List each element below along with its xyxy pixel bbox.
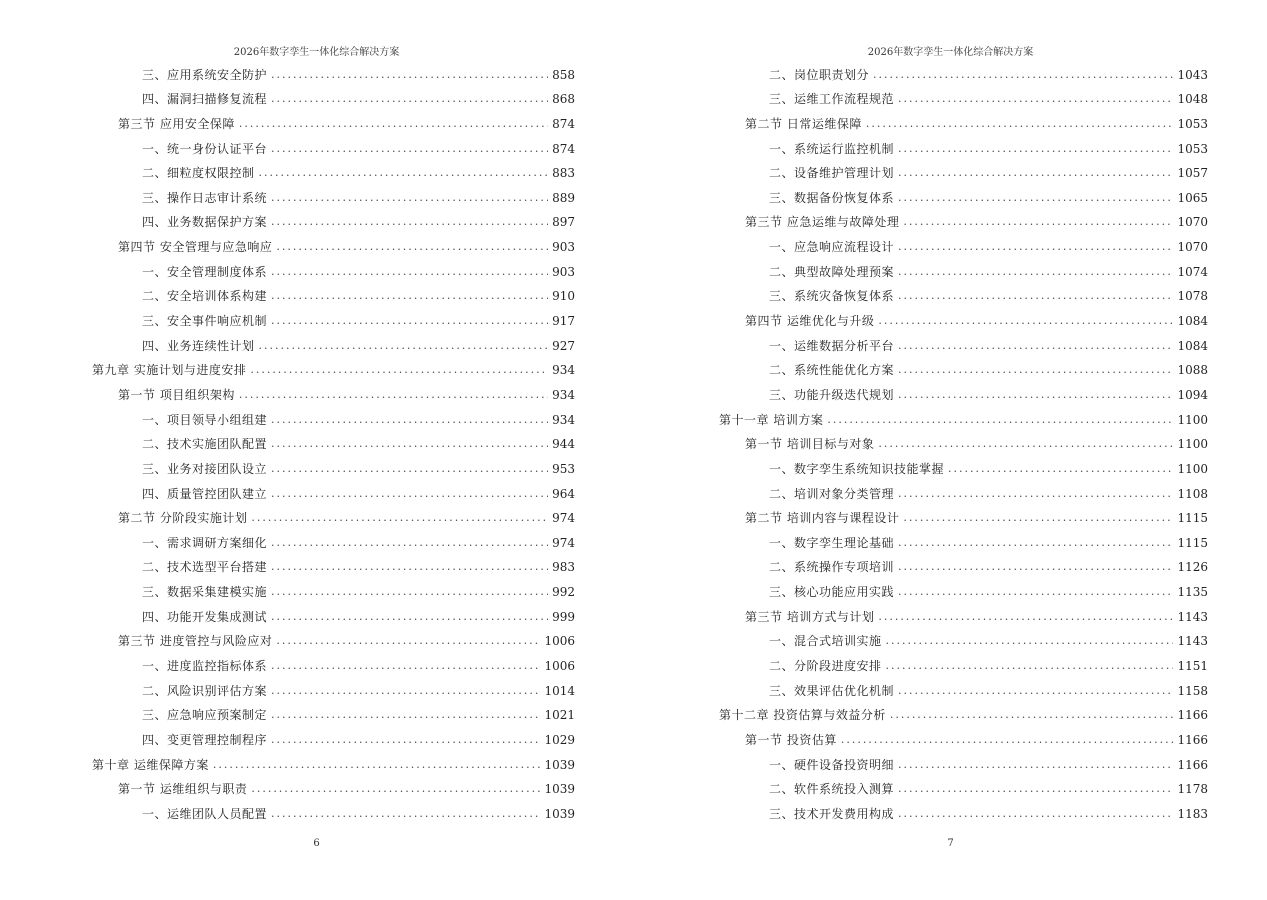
dot-leader <box>250 358 548 382</box>
toc-entry-page: 1100 <box>1177 412 1208 427</box>
toc-entry-title: 三、系统灾备恢复体系 <box>769 289 895 304</box>
toc-entry-page: 889 <box>552 190 575 205</box>
dot-leader <box>271 482 548 506</box>
dot-leader <box>890 703 1174 727</box>
toc-entry[interactable] <box>719 727 1208 752</box>
dot-leader <box>898 358 1173 382</box>
toc-entry-title: 三、应用系统安全防护 <box>142 67 268 82</box>
toc-entry-page: 1070 <box>1177 215 1208 230</box>
dot-leader <box>271 457 548 481</box>
toc-entry-page: 934 <box>552 363 575 378</box>
toc-entry-page: 1074 <box>1177 264 1208 279</box>
toc-entry-page: 1065 <box>1177 190 1208 205</box>
toc-entry-title: 二、风险识别评估方案 <box>142 683 268 698</box>
dot-leader <box>903 506 1173 530</box>
dot-leader <box>271 432 548 456</box>
toc-entry-title: 四、变更管理控制程序 <box>142 732 268 747</box>
dot-leader <box>898 482 1173 506</box>
toc-entry-page: 1006 <box>544 634 575 649</box>
toc-entry-title: 第十章 运维保障方案 <box>92 757 209 772</box>
dot-leader <box>898 284 1173 308</box>
toc-entry-title: 二、技术实施团队配置 <box>142 437 268 452</box>
toc-entry[interactable] <box>92 87 575 112</box>
toc-entry-page: 903 <box>552 240 575 255</box>
toc-entry[interactable] <box>92 456 575 481</box>
toc-entry-page: 1029 <box>544 732 575 747</box>
dot-leader <box>898 161 1173 185</box>
dot-leader <box>271 605 548 629</box>
toc-entry-title: 第一节 培训目标与对象 <box>745 437 875 452</box>
toc-entry-page: 1166 <box>1177 708 1208 723</box>
toc-entry[interactable] <box>92 62 575 87</box>
toc-entry-title: 一、安全管理制度体系 <box>142 264 268 279</box>
dot-leader <box>271 408 548 432</box>
dot-leader <box>213 753 541 777</box>
toc-entry-page: 1084 <box>1177 338 1208 353</box>
toc-entry[interactable] <box>92 703 575 728</box>
dot-leader <box>873 63 1173 87</box>
dot-leader <box>866 112 1174 136</box>
dot-leader <box>271 531 548 555</box>
toc-entry[interactable] <box>92 382 575 407</box>
toc-entry-title: 一、运维团队人员配置 <box>142 806 268 821</box>
table-of-contents <box>92 62 575 826</box>
toc-entry[interactable] <box>92 481 575 506</box>
toc-entry-page: 1021 <box>544 708 575 723</box>
toc-entry[interactable] <box>719 161 1208 186</box>
toc-entry-title: 三、操作日志审计系统 <box>142 190 268 205</box>
toc-entry[interactable] <box>92 629 575 654</box>
toc-entry-title: 一、项目领导小组组建 <box>142 412 268 427</box>
toc-entry-page: 897 <box>552 215 575 230</box>
page-header: 2026年数字孪生一体化综合解决方案 <box>233 47 400 58</box>
toc-entry-title: 三、核心功能应用实践 <box>769 585 895 600</box>
toc-entry[interactable] <box>92 432 575 457</box>
toc-entry[interactable] <box>719 407 1208 432</box>
toc-entry-page: 1048 <box>1177 92 1208 107</box>
toc-entry-title: 四、质量管控团队建立 <box>142 486 268 501</box>
dot-leader <box>898 777 1173 801</box>
toc-entry-page: 1143 <box>1177 609 1208 624</box>
toc-entry-title: 一、运维数据分析平台 <box>769 338 895 353</box>
dot-leader <box>898 87 1173 111</box>
toc-entry-title: 第一节 运维组织与职责 <box>118 782 248 797</box>
dot-leader <box>271 679 540 703</box>
toc-entry[interactable] <box>719 555 1208 580</box>
toc-entry-title: 二、系统性能优化方案 <box>769 363 895 378</box>
table-of-contents <box>719 62 1208 826</box>
toc-entry-page: 903 <box>552 264 575 279</box>
toc-entry-page: 1143 <box>1177 634 1208 649</box>
toc-entry[interactable] <box>719 111 1208 136</box>
dot-leader <box>898 802 1173 826</box>
dot-leader <box>271 210 548 234</box>
toc-entry-title: 四、漏洞扫描修复流程 <box>142 92 268 107</box>
toc-entry-title: 一、混合式培训实施 <box>769 634 882 649</box>
toc-entry-title: 三、业务对接团队设立 <box>142 461 268 476</box>
toc-entry-page: 1088 <box>1177 363 1208 378</box>
dot-leader <box>271 802 540 826</box>
toc-entry-title: 三、运维工作流程规范 <box>769 92 895 107</box>
toc-entry[interactable] <box>92 284 575 309</box>
toc-entry-title: 一、进度监控指标体系 <box>142 659 268 674</box>
toc-entry[interactable] <box>92 308 575 333</box>
toc-entry[interactable] <box>719 801 1208 826</box>
toc-entry[interactable] <box>719 703 1208 728</box>
toc-entry-title: 二、典型故障处理预案 <box>769 264 895 279</box>
toc-entry-title: 三、技术开发费用构成 <box>769 806 895 821</box>
toc-entry[interactable] <box>92 407 575 432</box>
dot-leader <box>271 728 540 752</box>
toc-entry[interactable] <box>92 777 575 802</box>
toc-entry-page: 868 <box>552 92 575 107</box>
dot-leader <box>886 629 1174 653</box>
toc-entry-page: 983 <box>552 560 575 575</box>
toc-entry[interactable] <box>92 752 575 777</box>
dot-leader <box>271 654 540 678</box>
toc-entry-title: 三、数据备份恢复体系 <box>769 190 895 205</box>
toc-entry-page: 974 <box>552 535 575 550</box>
dot-leader <box>271 580 548 604</box>
dot-leader <box>878 309 1173 333</box>
toc-entry-page: 874 <box>552 141 575 156</box>
toc-entry-title: 第三节 应用安全保障 <box>118 116 235 131</box>
dot-leader <box>271 555 548 579</box>
toc-entry-page: 1183 <box>1177 806 1208 821</box>
toc-entry-title: 二、设备维护管理计划 <box>769 166 895 181</box>
dot-leader <box>878 432 1173 456</box>
toc-entry[interactable] <box>719 333 1208 358</box>
toc-entry-title: 二、系统操作专项培训 <box>769 560 895 575</box>
toc-entry-title: 一、数字孪生系统知识技能掌握 <box>769 461 945 476</box>
toc-entry[interactable] <box>719 210 1208 235</box>
toc-entry-page: 1158 <box>1177 683 1208 698</box>
toc-entry[interactable] <box>719 579 1208 604</box>
toc-entry-page: 1043 <box>1177 67 1208 82</box>
toc-entry-title: 第二节 分阶段实施计划 <box>118 511 248 526</box>
toc-entry-title: 第三节 进度管控与风险应对 <box>118 634 273 649</box>
toc-entry[interactable] <box>92 604 575 629</box>
toc-entry-page: 1070 <box>1177 240 1208 255</box>
dot-leader <box>841 728 1174 752</box>
toc-entry-title: 一、数字孪生理论基础 <box>769 535 895 550</box>
toc-entry-title: 二、岗位职责划分 <box>769 67 870 82</box>
toc-entry-title: 二、分阶段进度安排 <box>769 659 882 674</box>
toc-entry[interactable] <box>719 530 1208 555</box>
toc-entry[interactable] <box>719 432 1208 457</box>
toc-entry-title: 三、应急响应预案制定 <box>142 708 268 723</box>
toc-entry-title: 一、需求调研方案细化 <box>142 535 268 550</box>
toc-entry[interactable] <box>92 259 575 284</box>
dot-leader <box>898 137 1173 161</box>
toc-entry-title: 第四节 安全管理与应急响应 <box>118 240 273 255</box>
toc-entry-page: 883 <box>552 166 575 181</box>
toc-entry-title: 三、安全事件响应机制 <box>142 314 268 329</box>
dot-leader <box>271 284 548 308</box>
toc-entry-page: 1084 <box>1177 314 1208 329</box>
dot-leader <box>878 605 1173 629</box>
dot-leader <box>898 260 1173 284</box>
toc-entry-page: 917 <box>552 314 575 329</box>
toc-entry-page: 1115 <box>1177 535 1208 550</box>
toc-entry[interactable] <box>719 62 1208 87</box>
dot-leader <box>271 63 548 87</box>
toc-entry-title: 一、应急响应流程设计 <box>769 240 895 255</box>
toc-entry-page: 874 <box>552 116 575 131</box>
dot-leader <box>271 137 548 161</box>
dot-leader <box>271 309 548 333</box>
toc-entry-title: 第二节 日常运维保障 <box>745 116 862 131</box>
toc-entry-title: 四、功能开发集成测试 <box>142 609 268 624</box>
toc-entry-page: 934 <box>552 387 575 402</box>
toc-entry[interactable] <box>719 136 1208 161</box>
toc-entry[interactable] <box>719 777 1208 802</box>
toc-entry[interactable] <box>92 358 575 383</box>
toc-entry-page: 910 <box>552 289 575 304</box>
toc-entry-title: 第二节 培训内容与课程设计 <box>745 511 900 526</box>
toc-entry-page: 999 <box>552 609 575 624</box>
toc-entry[interactable] <box>719 308 1208 333</box>
toc-entry-page: 1178 <box>1177 782 1208 797</box>
toc-entry-page: 1100 <box>1177 437 1208 452</box>
toc-entry[interactable] <box>92 555 575 580</box>
dot-leader <box>827 408 1173 432</box>
toc-entry-title: 第九章 实施计划与进度安排 <box>92 363 247 378</box>
toc-entry-title: 二、安全培训体系构建 <box>142 289 268 304</box>
toc-entry[interactable] <box>92 506 575 531</box>
dot-leader <box>898 753 1173 777</box>
toc-entry-title: 二、软件系统投入测算 <box>769 782 895 797</box>
toc-entry[interactable] <box>92 579 575 604</box>
dot-leader <box>903 210 1173 234</box>
dot-leader <box>271 186 548 210</box>
dot-leader <box>259 334 549 358</box>
toc-entry-page: 934 <box>552 412 575 427</box>
dot-leader <box>259 161 549 185</box>
toc-entry[interactable] <box>719 259 1208 284</box>
toc-entry-page: 1039 <box>544 806 575 821</box>
toc-entry[interactable] <box>719 382 1208 407</box>
dot-leader <box>276 629 540 653</box>
toc-entry-page: 1166 <box>1177 732 1208 747</box>
toc-entry[interactable] <box>719 653 1208 678</box>
toc-entry-title: 第一节 投资估算 <box>745 732 837 747</box>
toc-entry-title: 一、硬件设备投资明细 <box>769 757 895 772</box>
toc-entry-page: 858 <box>552 67 575 82</box>
toc-entry-page: 1135 <box>1177 585 1208 600</box>
toc-entry[interactable] <box>92 678 575 703</box>
page-number: 7 <box>947 838 954 849</box>
toc-entry-page: 1166 <box>1177 757 1208 772</box>
toc-entry-page: 964 <box>552 486 575 501</box>
toc-entry-title: 第十二章 投资估算与效益分析 <box>719 708 886 723</box>
dot-leader <box>239 112 548 136</box>
toc-entry-title: 第三节 应急运维与故障处理 <box>745 215 900 230</box>
toc-entry[interactable] <box>92 333 575 358</box>
toc-entry-page: 1053 <box>1177 116 1208 131</box>
toc-entry[interactable] <box>92 210 575 235</box>
toc-entry[interactable] <box>719 506 1208 531</box>
toc-entry-title: 二、细粒度权限控制 <box>142 166 255 181</box>
dot-leader <box>276 235 548 259</box>
page-header: 2026年数字孪生一体化综合解决方案 <box>867 47 1034 58</box>
toc-entry[interactable] <box>92 111 575 136</box>
toc-entry-page: 1039 <box>544 782 575 797</box>
toc-entry-page: 1014 <box>544 683 575 698</box>
toc-entry-page: 992 <box>552 585 575 600</box>
toc-entry-title: 一、统一身份认证平台 <box>142 141 268 156</box>
toc-entry[interactable] <box>92 136 575 161</box>
toc-entry-title: 三、效果评估优化机制 <box>769 683 895 698</box>
toc-entry[interactable] <box>719 358 1208 383</box>
toc-entry[interactable] <box>92 234 575 259</box>
dot-leader <box>239 383 548 407</box>
dot-leader <box>886 654 1174 678</box>
toc-entry-title: 二、技术选型平台搭建 <box>142 560 268 575</box>
toc-entry[interactable] <box>92 161 575 186</box>
dot-leader <box>251 506 548 530</box>
toc-entry-page: 953 <box>552 461 575 476</box>
toc-entry-page: 1151 <box>1177 659 1208 674</box>
toc-entry[interactable] <box>719 284 1208 309</box>
toc-entry[interactable] <box>92 653 575 678</box>
dot-leader <box>898 531 1173 555</box>
dot-leader <box>948 457 1173 481</box>
left-page <box>0 0 633 900</box>
toc-entry-page: 1115 <box>1177 511 1208 526</box>
toc-entry-title: 四、业务数据保护方案 <box>142 215 268 230</box>
dot-leader <box>271 260 548 284</box>
toc-entry-page: 1078 <box>1177 289 1208 304</box>
toc-entry-page: 974 <box>552 511 575 526</box>
toc-entry-title: 第四节 运维优化与升级 <box>745 314 875 329</box>
toc-entry-page: 1108 <box>1177 486 1208 501</box>
toc-entry[interactable] <box>719 678 1208 703</box>
dot-leader <box>271 703 540 727</box>
toc-entry-page: 1126 <box>1177 560 1208 575</box>
toc-entry[interactable] <box>719 604 1208 629</box>
toc-entry-title: 三、功能升级迭代规划 <box>769 387 895 402</box>
dot-leader <box>898 235 1173 259</box>
toc-entry[interactable] <box>719 87 1208 112</box>
toc-entry[interactable] <box>719 456 1208 481</box>
dot-leader <box>898 679 1173 703</box>
toc-entry-page: 1006 <box>544 659 575 674</box>
toc-entry[interactable] <box>719 185 1208 210</box>
toc-entry-page: 944 <box>552 437 575 452</box>
dot-leader <box>898 383 1173 407</box>
toc-entry-page: 1053 <box>1177 141 1208 156</box>
right-page <box>634 0 1267 900</box>
dot-leader <box>898 580 1173 604</box>
dot-leader <box>898 334 1173 358</box>
toc-entry-title: 二、培训对象分类管理 <box>769 486 895 501</box>
toc-entry[interactable] <box>92 185 575 210</box>
toc-entry-page: 1094 <box>1177 387 1208 402</box>
toc-entry[interactable] <box>719 234 1208 259</box>
toc-entry-page: 1100 <box>1177 461 1208 476</box>
page-number: 6 <box>313 838 320 849</box>
toc-entry[interactable] <box>92 530 575 555</box>
toc-entry[interactable] <box>719 481 1208 506</box>
toc-entry-title: 三、数据采集建模实施 <box>142 585 268 600</box>
toc-entry-title: 一、系统运行监控机制 <box>769 141 895 156</box>
toc-entry-page: 1039 <box>544 757 575 772</box>
toc-entry-page: 1057 <box>1177 166 1208 181</box>
toc-entry-title: 第十一章 培训方案 <box>719 412 824 427</box>
dot-leader <box>271 87 548 111</box>
dot-leader <box>898 186 1173 210</box>
toc-entry[interactable] <box>92 801 575 826</box>
toc-entry-title: 四、业务连续性计划 <box>142 338 255 353</box>
toc-entry-title: 第三节 培训方式与计划 <box>745 609 875 624</box>
toc-entry[interactable] <box>719 629 1208 654</box>
toc-entry[interactable] <box>719 752 1208 777</box>
toc-entry-page: 927 <box>552 338 575 353</box>
dot-leader <box>251 777 540 801</box>
toc-entry[interactable] <box>92 727 575 752</box>
toc-entry-title: 第一节 项目组织架构 <box>118 387 235 402</box>
dot-leader <box>898 555 1173 579</box>
